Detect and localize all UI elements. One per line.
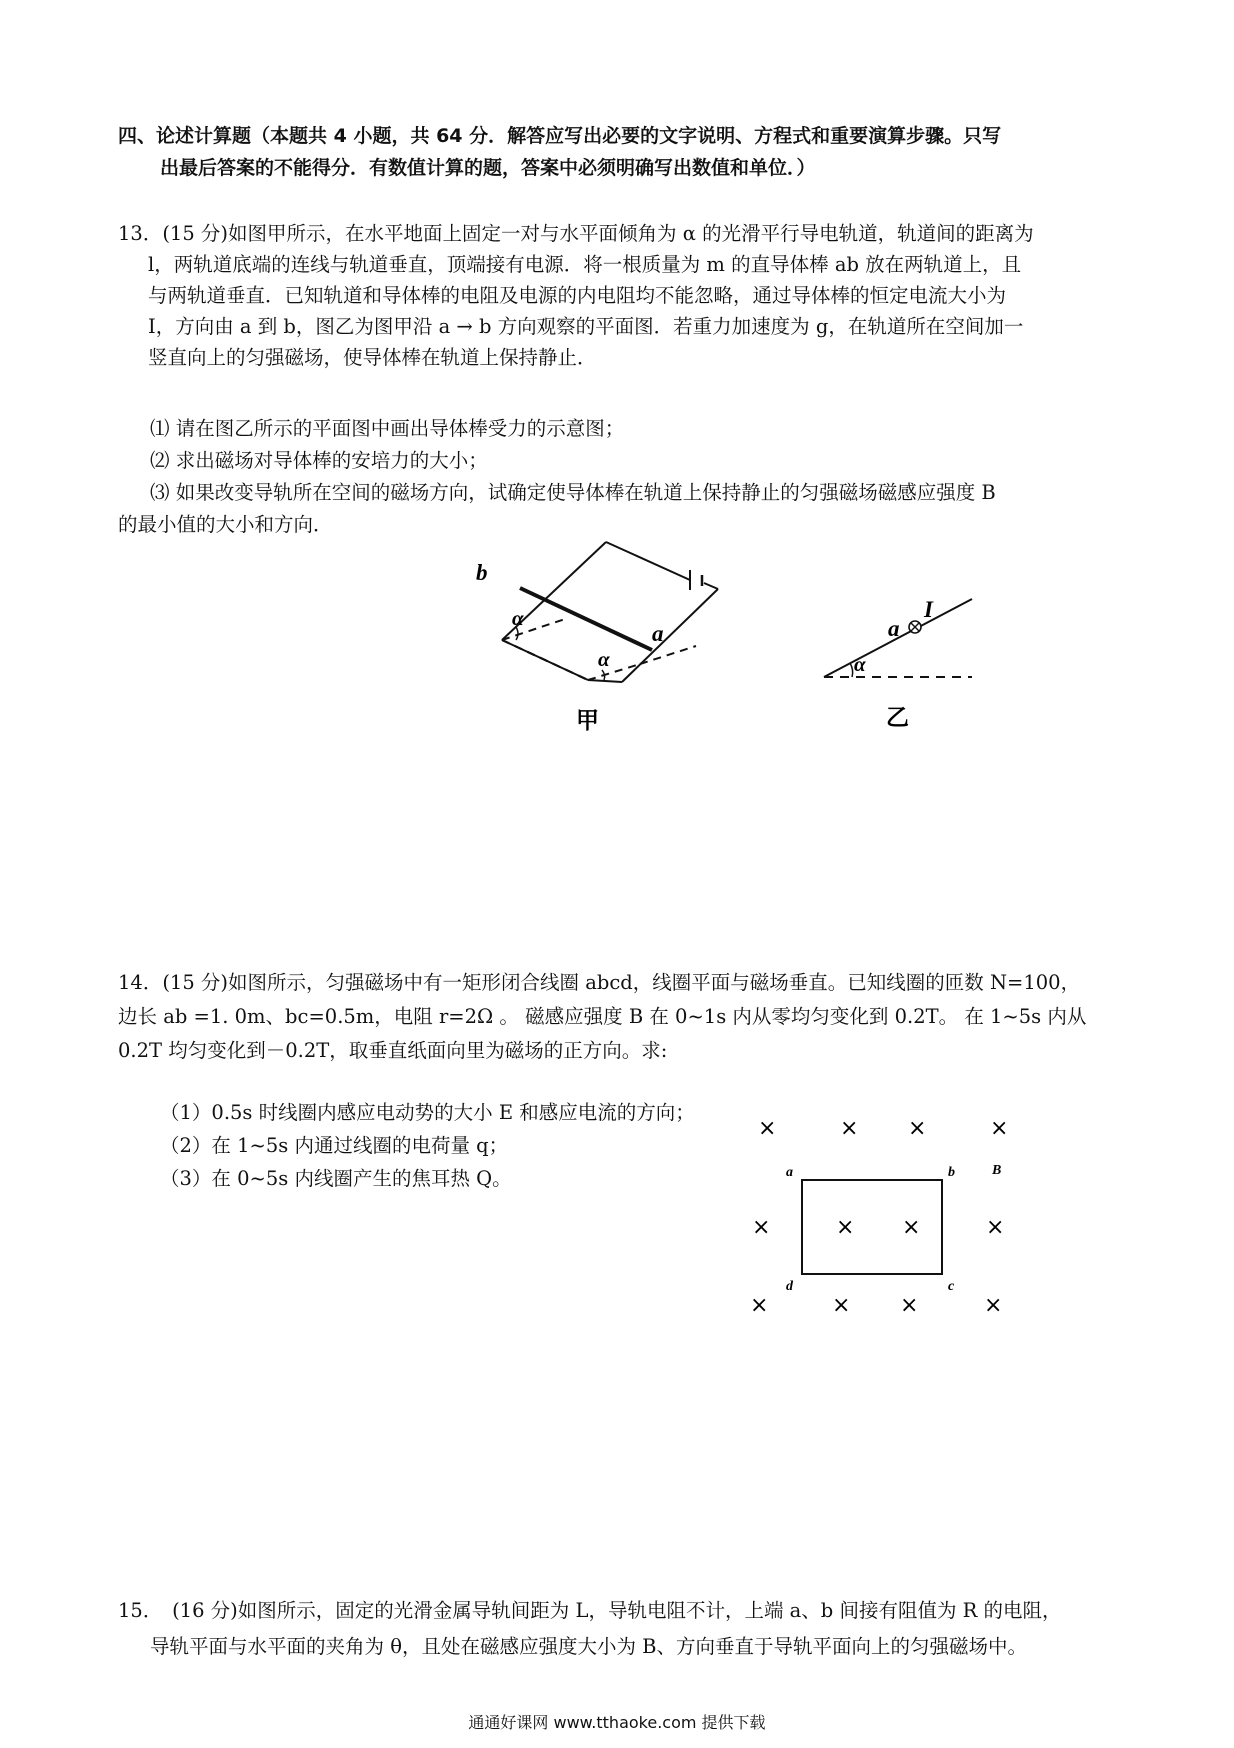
cross-mark: × xyxy=(900,1293,919,1318)
label-alpha-2: α xyxy=(598,647,610,671)
label-alpha: α xyxy=(854,652,866,676)
cross-mark: × xyxy=(832,1293,851,1318)
q13-part-3: ⑶ 如果改变导轨所在空间的磁场方向，试确定使导体棒在轨道上保持静止的匀强磁场磁感应强度 B xyxy=(150,481,996,504)
q15-line-1: 15． (16 分)如图所示，固定的光滑金属导轨间距为 L，导轨电阻不计，上端 a、b 间接有阻值为 R 的电阻， xyxy=(118,1599,1062,1622)
q14-part-2: （2）在 1~5s 内通过线圈的电荷量 q； xyxy=(160,1134,509,1157)
q15-line-2: 导轨平面与水平面的夹角为 θ，且处在磁感应强度大小为 B、方向垂直于导轨平面向上的匀强磁场中。 xyxy=(150,1635,1027,1658)
caption-jia: 甲 xyxy=(576,708,599,734)
q13-part-3-cont: 的最小值的大小和方向． xyxy=(118,513,333,536)
label-I: I xyxy=(924,597,933,622)
label-c: c xyxy=(948,1279,955,1294)
label-B: B xyxy=(992,1163,1002,1178)
figure-jia xyxy=(476,540,720,735)
cross-mark: × xyxy=(750,1293,769,1318)
cross-mark: × xyxy=(840,1116,859,1141)
cross-mark: × xyxy=(836,1215,855,1240)
q13-part-1: ⑴ 请在图乙所示的平面图中画出导体棒受力的示意图； xyxy=(150,417,625,440)
rail-top-left xyxy=(606,542,690,580)
cross-mark: × xyxy=(986,1215,1005,1240)
q13-line-5: 竖直向上的匀强磁场，使导体棒在轨道上保持静止． xyxy=(148,346,597,369)
section-title-line1: 四、论述计算题（本题共 4 小题，共 64 分．解答应写出必要的文字说明、方程式和重要演算步骤。只写 xyxy=(118,125,1002,147)
figure-coil xyxy=(740,1110,1020,1330)
cross-mark: × xyxy=(990,1116,1009,1141)
label-b: b xyxy=(948,1165,955,1180)
label-a: a xyxy=(652,621,664,646)
q13-line-2: l，两轨道底端的连线与轨道垂直，顶端接有电源．将一根质量为 m 的直导体棒 ab 放在两轨道上，且 xyxy=(148,253,1022,276)
q13-line-4: I，方向由 a 到 b，图乙为图甲沿 a → b 方向观察的平面图．若重力加速度为 g，在轨道所在空间加一 xyxy=(148,315,1024,338)
label-a: a xyxy=(888,616,900,641)
cross-mark: × xyxy=(908,1116,927,1141)
cross-mark: × xyxy=(752,1215,771,1240)
cross-mark: × xyxy=(902,1215,921,1240)
cross-mark: × xyxy=(984,1293,1003,1318)
label-b: b xyxy=(476,560,488,585)
q13-line-3: 与两轨道垂直．已知轨道和导体棒的电阻及电源的内电阻均不能忽略，通过导体棒的恒定电流大小为 xyxy=(148,284,1007,307)
label-alpha-1: α xyxy=(512,606,524,630)
rail-right xyxy=(622,589,718,682)
q13-part-2: ⑵ 求出磁场对导体棒的安培力的大小； xyxy=(150,449,488,472)
cross-mark: × xyxy=(758,1116,777,1141)
q14-part-1: （1）0.5s 时线圈内感应电动势的大小 E 和感应电流的方向； xyxy=(160,1101,695,1124)
caption-yi: 乙 xyxy=(886,705,909,731)
coil-abcd xyxy=(802,1180,942,1274)
page-footer: 通通好课网 www.tthaoke.com 提供下载 xyxy=(468,1713,766,1732)
q14-part-3: （3）在 0~5s 内线圈产生的焦耳热 Q。 xyxy=(160,1167,512,1190)
q14-line-3: 0.2T 均匀变化到－0.2T，取垂直纸面向里为磁场的正方向。求: xyxy=(118,1039,668,1062)
label-a: a xyxy=(786,1165,793,1180)
section-title-line2: 出最后答案的不能得分．有数值计算的题，答案中必须明确写出数值和单位．） xyxy=(160,157,816,179)
label-d: d xyxy=(786,1279,793,1294)
figure-yi xyxy=(820,585,990,735)
conductor-ab xyxy=(520,588,652,650)
q14-line-1: 14．(15 分)如图所示，匀强磁场中有一矩形闭合线圈 abcd，线圈平面与磁场垂直。已知线圈的匝数 N=100， xyxy=(118,971,1081,994)
q14-line-2: 边长 ab =1. 0m、bc=0.5m，电阻 r=2Ω 。 磁感应强度 B 在 0~1s 内从零均匀变化到 0.2T。 在 1~5s 内从 xyxy=(118,1005,1087,1028)
q13-line-1: 13．(15 分)如图甲所示，在水平地面上固定一对与水平面倾角为 α 的光滑平行导电轨道，轨道间的距离为 xyxy=(118,222,1034,245)
